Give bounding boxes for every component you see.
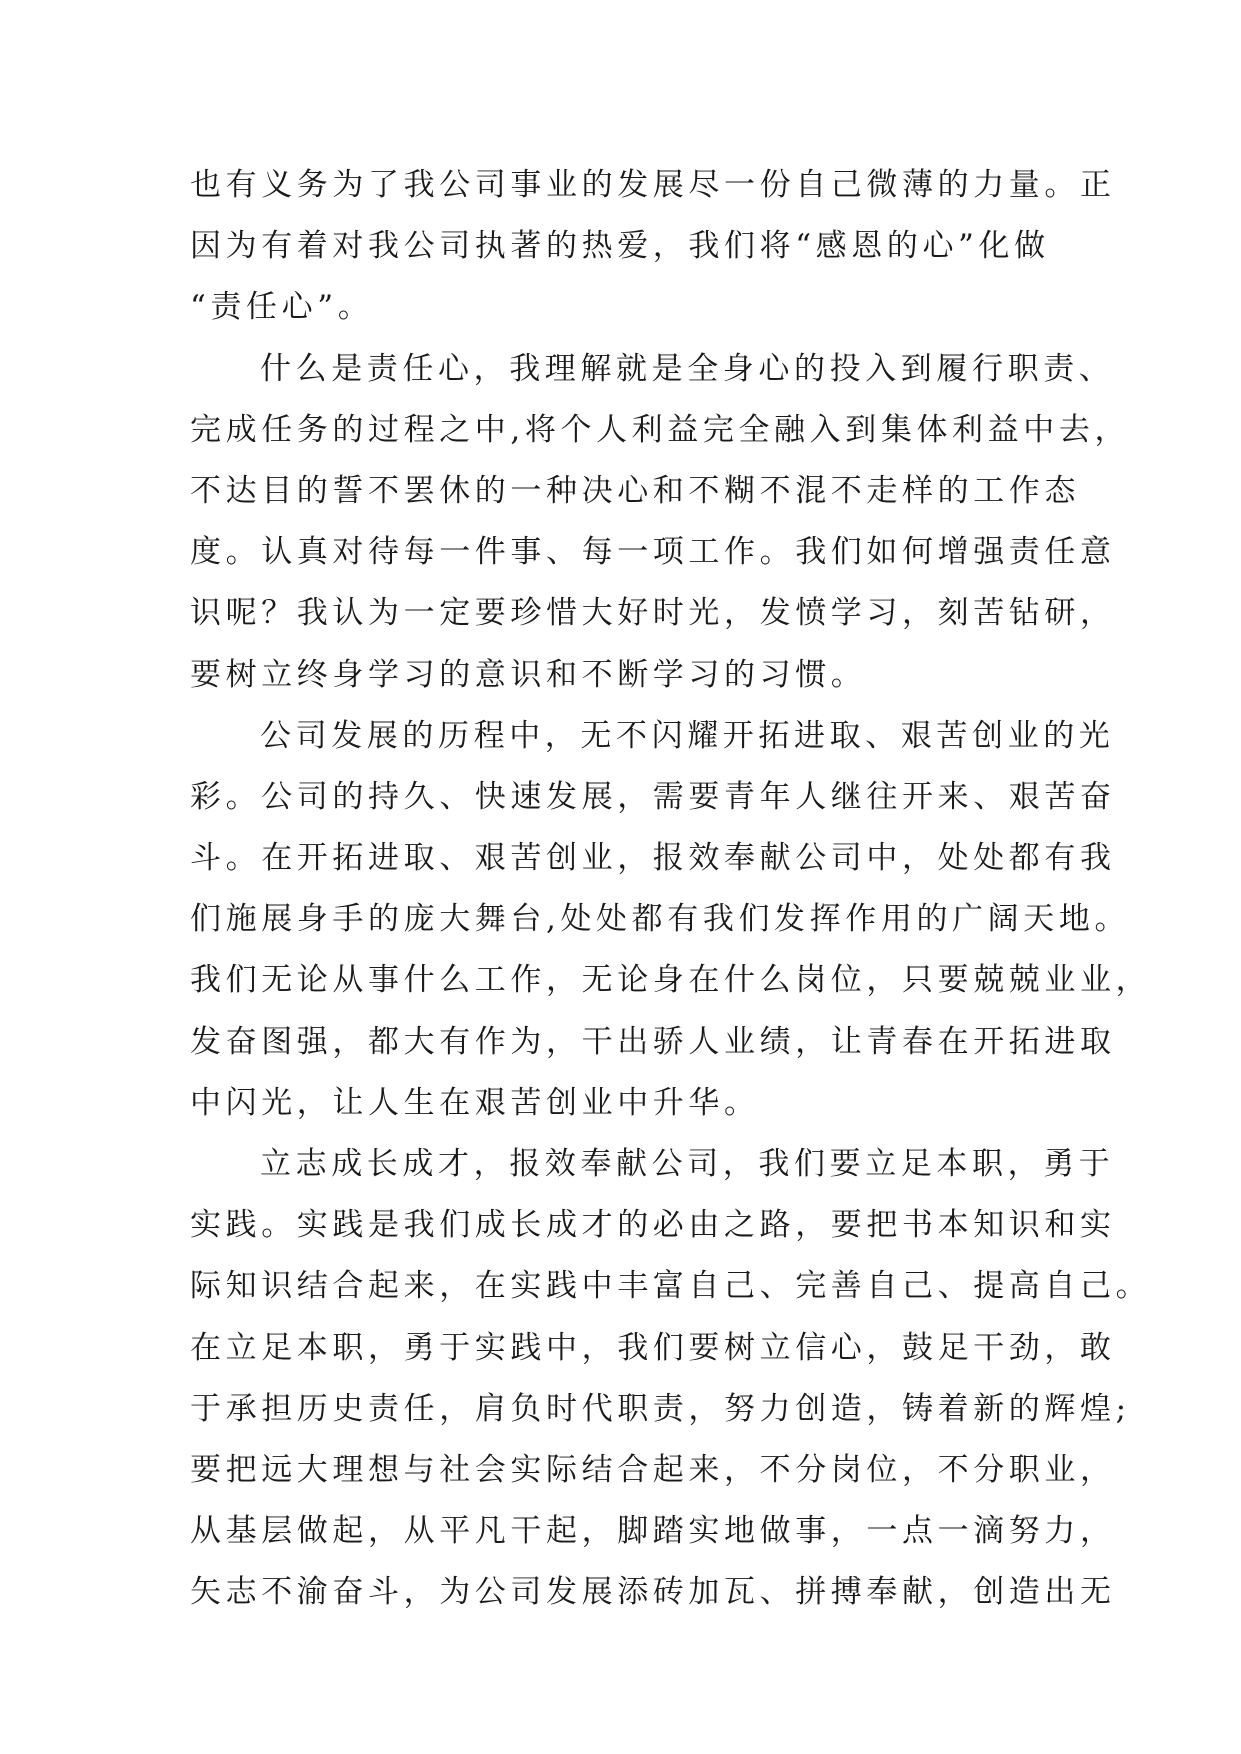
text-line: 发奋图强，都大有作为，干出骄人业绩，让青春在开拓进取 (190, 1023, 1116, 1060)
text-line: 我们无论从事什么工作，无论身在什么岗位，只要兢兢业业， (190, 962, 1152, 999)
text-line: 度。认真对待每一件事、每一项工作。我们如何增强责任意 (190, 534, 1116, 571)
paragraph-first-line: 公司发展的历程中，无不闪耀开拓进取、艰苦创业的光 (260, 717, 1115, 754)
text-line: 从基层做起，从平凡干起，脚踏实地做事，一点一滴努力， (190, 1513, 1116, 1550)
text-line: 中闪光，让人生在艰苦创业中升华。 (190, 1084, 760, 1121)
paragraph-first-line: 什么是责任心，我理解就是全身心的投入到履行职责、 (260, 350, 1115, 387)
text-line: “责任心”。 (190, 289, 374, 326)
text-line: 不达目的誓不罢休的一种决心和不糊不混不走样的工作态 (190, 472, 1080, 509)
text-line: 实践。实践是我们成长成才的必由之路，要把书本知识和实 (190, 1207, 1116, 1244)
text-line: 于承担历史责任，肩负时代职责，努力创造，铸着新的辉煌; (190, 1390, 1131, 1427)
text-line: 也有义务为了我公司事业的发展尽一份自己微薄的力量。正 (190, 167, 1116, 203)
text-line: 完成任务的过程之中,将个人利益完全融入到集体利益中去， (190, 411, 1131, 448)
text-line: 识呢？我认为一定要珍惜大好时光，发愤学习，刻苦钻研， (190, 595, 1116, 632)
text-line: 要把远大理想与社会实际结合起来，不分岗位，不分职业， (190, 1451, 1116, 1488)
text-line: 要树立终身学习的意识和不断学习的习惯。 (190, 656, 867, 693)
text-line: 在立足本职，勇于实践中，我们要树立信心，鼓足干劲，敢 (190, 1329, 1116, 1366)
text-line: 因为有着对我公司执著的热爱，我们将“感恩的心”化做 (190, 228, 1050, 265)
text-line: 斗。在开拓进取、艰苦创业，报效奉献公司中，处处都有我 (190, 840, 1116, 877)
paragraph-first-line: 立志成长成才，报效奉献公司，我们要立足本职，勇于 (260, 1146, 1115, 1182)
text-line: 矢志不渝奋斗，为公司发展添砖加瓦、拼搏奉献，创造出无 (190, 1574, 1116, 1611)
text-line: 际知识结合起来，在实践中丰富自己、完善自己、提高自己。 (190, 1268, 1152, 1305)
text-line: 彩。公司的持久、快速发展，需要青年人继往开来、艰苦奋 (190, 778, 1116, 815)
body-text (190, 155, 1152, 1624)
text-line: 们施展身手的庞大舞台,处处都有我们发挥作用的广阔天地。 (190, 901, 1131, 938)
